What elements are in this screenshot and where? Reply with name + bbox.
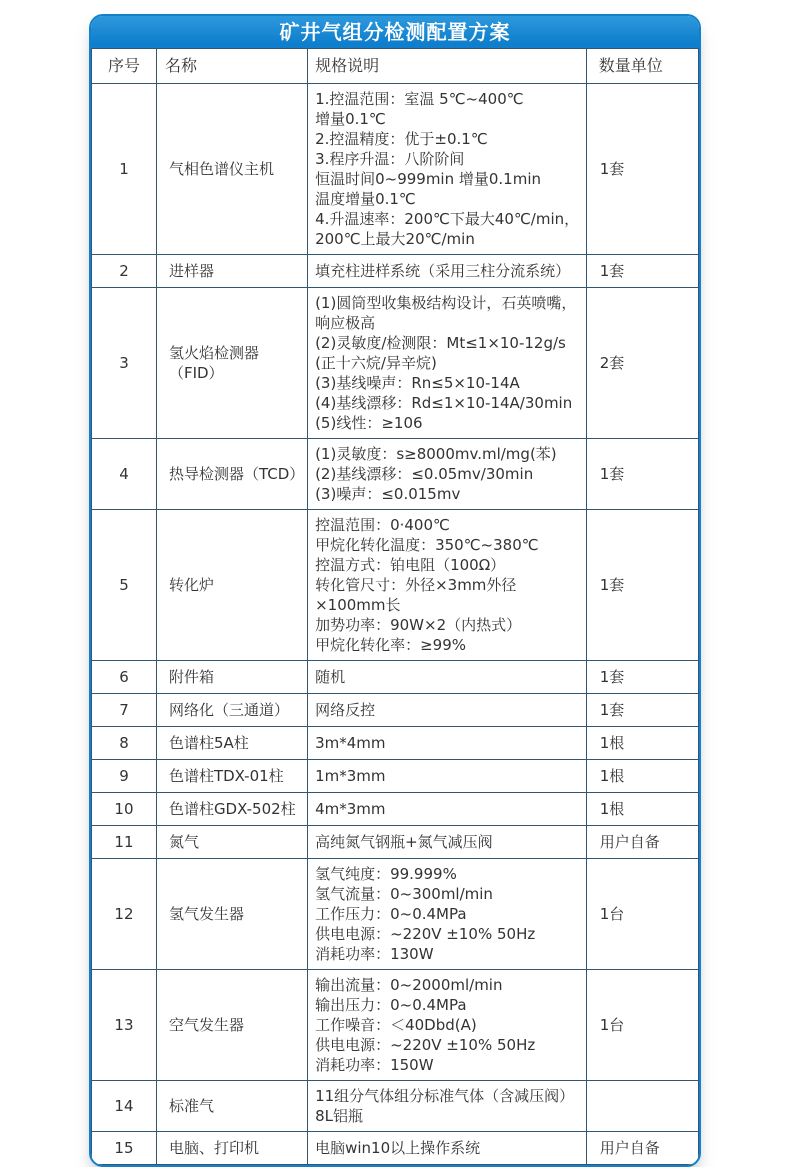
quantity-cell: 1套 [586, 694, 698, 727]
quantity-cell: 1套 [586, 439, 698, 510]
spec-cell: 控温范围：0·400℃ 甲烷化转化温度：350℃~380℃ 控温方式：铂电阻（100Ω） 转化管尺寸：外径×3mm外径×100mm长 加势功率：90W×2（内热式） 甲烷化转化率：≥99% [308, 510, 587, 661]
quantity-cell: 1根 [586, 727, 698, 760]
column-header-quantity: 数量单位 [586, 49, 698, 84]
quantity-cell [586, 1081, 698, 1132]
table-row [92, 439, 699, 510]
item-name-cell: 空气发生器 [156, 970, 307, 1081]
spec-cell: 随机 [308, 661, 587, 694]
table-row [92, 288, 699, 439]
table-row [92, 826, 699, 859]
spec-cell: 4m*3mm [308, 793, 587, 826]
quantity-cell: 1套 [586, 84, 698, 255]
row-index-cell: 14 [92, 1081, 157, 1132]
table-row [92, 793, 699, 826]
row-index-cell: 1 [92, 84, 157, 255]
item-name-cell: 色谱柱TDX-01柱 [156, 760, 307, 793]
spec-table [91, 48, 699, 1165]
row-index-cell: 6 [92, 661, 157, 694]
table-row [92, 510, 699, 661]
spec-cell: 3m*4mm [308, 727, 587, 760]
spec-cell: 1.控温范围：室温 5℃~400℃ 增量0.1℃ 2.控温精度：优于±0.1℃ 3.程序升温：八阶阶间 恒温时间0~999min 增量0.1min 温度增量0.1℃ 4.升温速率：200℃下最大40℃/min， 200℃上最大20℃/min [308, 84, 587, 255]
spec-cell: 高纯氮气钢瓶+氮气减压阀 [308, 826, 587, 859]
table-row [92, 1132, 699, 1165]
item-name-cell: 氢气发生器 [156, 859, 307, 970]
item-name-cell: 热导检测器（TCD） [156, 439, 307, 510]
table-header-row [92, 49, 699, 84]
spec-cell: 11组分气体组分标准气体（含减压阀） 8L铝瓶 [308, 1081, 587, 1132]
item-name-cell: 标准气 [156, 1081, 307, 1132]
table-row [92, 970, 699, 1081]
quantity-cell: 1台 [586, 970, 698, 1081]
row-index-cell: 12 [92, 859, 157, 970]
column-header-name: 名称 [156, 49, 307, 84]
item-name-cell: 色谱柱5A柱 [156, 727, 307, 760]
quantity-cell: 1套 [586, 661, 698, 694]
spec-cell: 电脑win10以上操作系统 [308, 1132, 587, 1165]
item-name-cell: 进样器 [156, 255, 307, 288]
quantity-cell: 1根 [586, 760, 698, 793]
column-header-index: 序号 [92, 49, 157, 84]
spec-cell: 填充柱进样系统（采用三柱分流系统） [308, 255, 587, 288]
item-name-cell: 转化炉 [156, 510, 307, 661]
item-name-cell: 色谱柱GDX-502柱 [156, 793, 307, 826]
table-body [92, 84, 699, 1165]
table-row [92, 760, 699, 793]
row-index-cell: 8 [92, 727, 157, 760]
table-title: 矿井气组分检测配置方案 [91, 16, 699, 48]
quantity-cell: 1根 [586, 793, 698, 826]
spec-cell: 1m*3mm [308, 760, 587, 793]
quantity-cell: 用户自备 [586, 826, 698, 859]
column-header-spec: 规格说明 [308, 49, 587, 84]
quantity-cell: 1台 [586, 859, 698, 970]
quantity-cell: 1套 [586, 510, 698, 661]
quantity-cell: 用户自备 [586, 1132, 698, 1165]
row-index-cell: 10 [92, 793, 157, 826]
spec-cell: 氢气纯度：99.999% 氢气流量：0~300ml/min 工作压力：0~0.4MPa 供电电源：~220V ±10% 50Hz 消耗功率：130W [308, 859, 587, 970]
item-name-cell: 气相色谱仪主机 [156, 84, 307, 255]
item-name-cell: 电脑、打印机 [156, 1132, 307, 1165]
row-index-cell: 5 [92, 510, 157, 661]
spec-cell: (1)圆筒型收集极结构设计，石英喷嘴， 响应极高 (2)灵敏度/检测限：Mt≤1×10-12g/s (正十六烷/异辛烷) (3)基线噪声：Rn≤5×10-14A (4)基线漂移：Rd≤1×10-14A/30min (5)线性：≥106 [308, 288, 587, 439]
item-name-cell: 网络化（三通道） [156, 694, 307, 727]
row-index-cell: 4 [92, 439, 157, 510]
row-index-cell: 15 [92, 1132, 157, 1165]
table-row [92, 859, 699, 970]
spec-table-card [89, 14, 701, 1167]
item-name-cell: 附件箱 [156, 661, 307, 694]
spec-cell: 输出流量：0~2000ml/min 输出压力：0~0.4MPa 工作噪音：＜40Dbd(A) 供电电源：~220V ±10% 50Hz 消耗功率：150W [308, 970, 587, 1081]
quantity-cell: 1套 [586, 255, 698, 288]
row-index-cell: 7 [92, 694, 157, 727]
table-row [92, 661, 699, 694]
item-name-cell: 氮气 [156, 826, 307, 859]
table-row [92, 727, 699, 760]
table-row [92, 694, 699, 727]
row-index-cell: 3 [92, 288, 157, 439]
spec-cell: 网络反控 [308, 694, 587, 727]
table-row [92, 84, 699, 255]
spec-cell: (1)灵敏度：s≥8000mv.ml/mg(苯) (2)基线漂移：≤0.05mv/30min (3)噪声：≤0.015mv [308, 439, 587, 510]
row-index-cell: 9 [92, 760, 157, 793]
table-row [92, 255, 699, 288]
quantity-cell: 2套 [586, 288, 698, 439]
row-index-cell: 13 [92, 970, 157, 1081]
row-index-cell: 2 [92, 255, 157, 288]
item-name-cell: 氢火焰检测器（FID） [156, 288, 307, 439]
table-row [92, 1081, 699, 1132]
row-index-cell: 11 [92, 826, 157, 859]
